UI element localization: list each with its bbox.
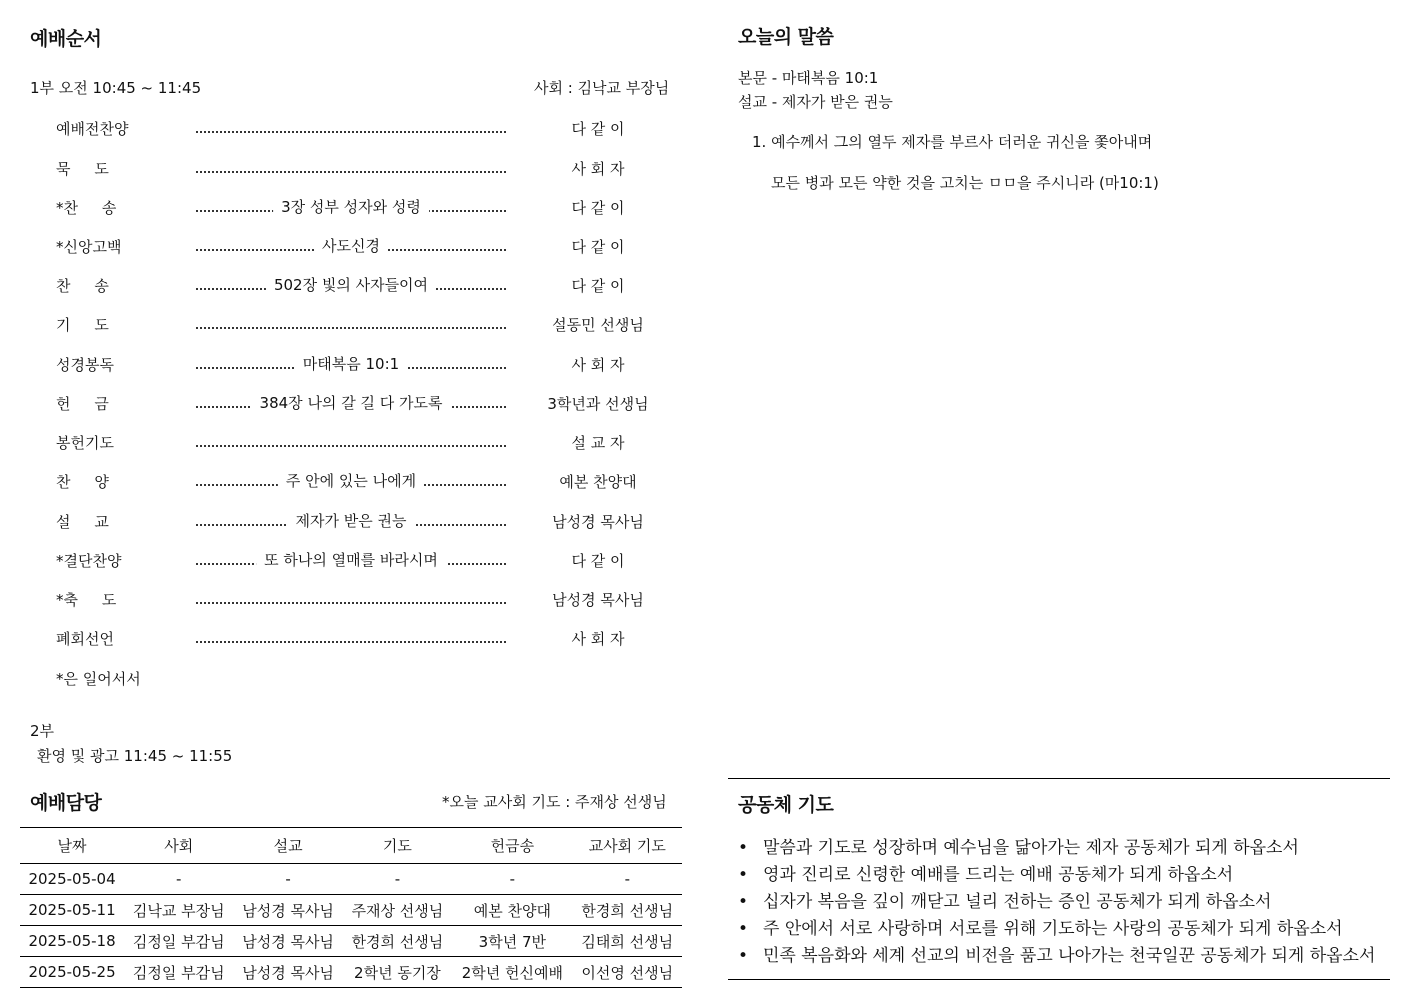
presider: 사회 : 김낙교 부장님 [534,79,670,97]
duty-cell: 주재상 선생님 [343,895,452,926]
order-row [0,432,700,456]
duty-cell: - [124,864,233,895]
order-item-name: 묵 도 [56,160,109,178]
order-item-name: 설 교 [56,513,109,531]
order-item-leader: 사 회 자 [571,356,625,374]
order-row [0,354,700,378]
order-item-leader: 남성경 목사님 [552,513,644,531]
duty-cell: 김정일 부감님 [124,957,233,988]
duty-cell: 2025-05-18 [20,926,124,957]
order-item-leader-line [196,550,506,572]
order-row [0,118,700,142]
order-item-name: 찬 송 [56,277,109,295]
order-item-leader: 다 같 이 [571,238,625,256]
order-item-leader: 다 같 이 [571,277,625,295]
order-item-leader: 사 회 자 [571,160,625,178]
order-item-name: 찬 양 [56,473,109,491]
verse-line-1: 1. 예수께서 그의 열두 제자를 부르사 더러운 귀신을 쫓아내며 [752,133,1153,151]
duty-cell: 김태희 선생님 [573,926,682,957]
order-item-detail: 제자가 받은 권능 [288,510,415,531]
order-item-detail: 3장 성부 성자와 성령 [273,196,429,217]
order-row [0,511,700,535]
duty-cell: 김정일 부감님 [124,926,233,957]
order-item-detail: 마태복음 10:1 [295,353,407,374]
duty-column-header: 기도 [343,828,452,864]
duty-cell: 2학년 동기장 [343,957,452,988]
order-item-leader-line [196,589,506,611]
duty-table-row [20,864,682,895]
duty-column-header: 교사회 기도 [573,828,682,864]
duty-column-header: 헌금송 [452,828,572,864]
duty-cell: 남성경 목사님 [233,926,342,957]
duty-cell: - [343,864,452,895]
order-row [0,550,700,574]
order-row [0,236,700,260]
word-sermon: 설교 - 제자가 받은 권능 [738,93,893,111]
duty-table-header [20,828,682,864]
teacher-prayer-note: *오늘 교사회 기도 : 주재상 선생님 [442,793,667,811]
order-row [0,628,700,652]
order-row [0,275,700,299]
prayer-top-divider [728,778,1390,779]
duty-cell: 3학년 7반 [452,926,572,957]
order-item-name: *결단찬양 [56,552,122,570]
duty-cell: 2025-05-04 [20,864,124,895]
order-row [0,589,700,613]
word-text: 본문 - 마태복음 10:1 [738,69,879,87]
order-heading: 예배순서 [30,28,102,50]
duty-cell: 김낙교 부장님 [124,895,233,926]
duty-cell: 남성경 목사님 [233,895,342,926]
duty-table-row [20,895,682,926]
prayer-item: • 민족 복음화와 세계 선교의 비전을 품고 나아가는 천국일꾼 공동체가 되게 하옵소서 [738,944,1375,971]
order-item-name: 성경봉독 [56,356,114,374]
order-item-leader-line [196,118,506,140]
order-item-leader: 다 같 이 [571,552,625,570]
order-item-name: *축 도 [56,591,117,609]
duty-table-row [20,957,682,988]
order-item-name: 예배전찬양 [56,120,129,138]
duty-column-header: 사회 [124,828,233,864]
order-item-leader: 다 같 이 [571,120,625,138]
order-item-leader: 사 회 자 [571,630,625,648]
order-item-name: 헌 금 [56,395,109,413]
duty-cell: - [452,864,572,895]
order-item-name: 폐회선언 [56,630,114,648]
prayer-list [738,836,1375,971]
order-row [0,314,700,338]
order-row [0,393,700,417]
order-item-leader-line [196,236,506,258]
order-item-leader: 3학년과 선생님 [547,395,649,413]
part1-time: 1부 오전 10:45 ~ 11:45 [30,79,202,97]
duty-heading: 예배담당 [30,792,102,814]
order-item-leader-line [196,354,506,376]
part2-label: 2부 [30,722,55,740]
prayer-item: • 말씀과 기도로 성장하며 예수님을 닮아가는 제자 공동체가 되게 하옵소서 [738,836,1375,863]
order-item-name: 기 도 [56,316,109,334]
duty-table-row [20,926,682,957]
duty-cell: 이선영 선생님 [573,957,682,988]
order-item-leader-line [196,393,506,415]
order-item-leader-line [196,197,506,219]
word-heading: 오늘의 말씀 [738,26,834,48]
order-row [0,197,700,221]
order-item-detail: 주 안에 있는 나에게 [278,470,424,491]
duty-cell: - [573,864,682,895]
order-item-name: 봉헌기도 [56,434,114,452]
duty-cell: - [233,864,342,895]
duty-cell: 한경희 선생님 [573,895,682,926]
prayer-item: • 십자가 복음을 깊이 깨닫고 널리 전하는 증인 공동체가 되게 하옵소서 [738,890,1375,917]
prayer-item: • 영과 진리로 신령한 예배를 드리는 예배 공동체가 되게 하옵소서 [738,863,1375,890]
prayer-item: • 주 안에서 서로 사랑하며 서로를 위해 기도하는 사랑의 공동체가 되게 하옵소서 [738,917,1375,944]
duty-table [20,827,682,988]
order-item-leader-line [196,275,506,297]
order-row [0,158,700,182]
order-item-name: *찬 송 [56,199,117,217]
order-item-leader: 남성경 목사님 [552,591,644,609]
order-item-leader-line [196,432,506,454]
standing-note: *은 일어서서 [56,670,141,688]
order-item-leader-line [196,314,506,336]
part2-item: 환영 및 광고 11:45 ~ 11:55 [37,747,233,765]
order-item-leader: 다 같 이 [571,199,625,217]
order-item-leader-line [196,628,506,650]
prayer-heading: 공동체 기도 [738,794,834,816]
order-item-leader-line [196,158,506,180]
order-item-detail: 384장 나의 갈 길 다 가도록 [252,392,451,413]
duty-column-header: 설교 [233,828,342,864]
order-item-leader: 설동민 선생님 [552,316,644,334]
duty-cell: 한경희 선생님 [343,926,452,957]
duty-cell: 2025-05-11 [20,895,124,926]
order-item-detail: 사도신경 [314,235,388,256]
duty-cell: 예본 찬양대 [452,895,572,926]
duty-cell: 2025-05-25 [20,957,124,988]
order-item-detail: 또 하나의 열매를 바라시며 [256,549,446,570]
order-item-detail: 502장 빛의 사자들이여 [266,274,436,295]
duty-cell: 2학년 헌신예배 [452,957,572,988]
prayer-bottom-divider [728,979,1390,980]
order-item-leader: 설 교 자 [571,434,625,452]
duty-cell: 남성경 목사님 [233,957,342,988]
verse-line-2: 모든 병과 모든 약한 것을 고치는 ㅁㅁ을 주시니라 (마10:1) [771,174,1159,192]
duty-column-header: 날짜 [20,828,124,864]
order-item-leader: 예본 찬양대 [559,473,637,491]
order-row [0,471,700,495]
order-item-leader-line [196,471,506,493]
order-item-leader-line [196,511,506,533]
order-item-name: *신앙고백 [56,238,122,256]
